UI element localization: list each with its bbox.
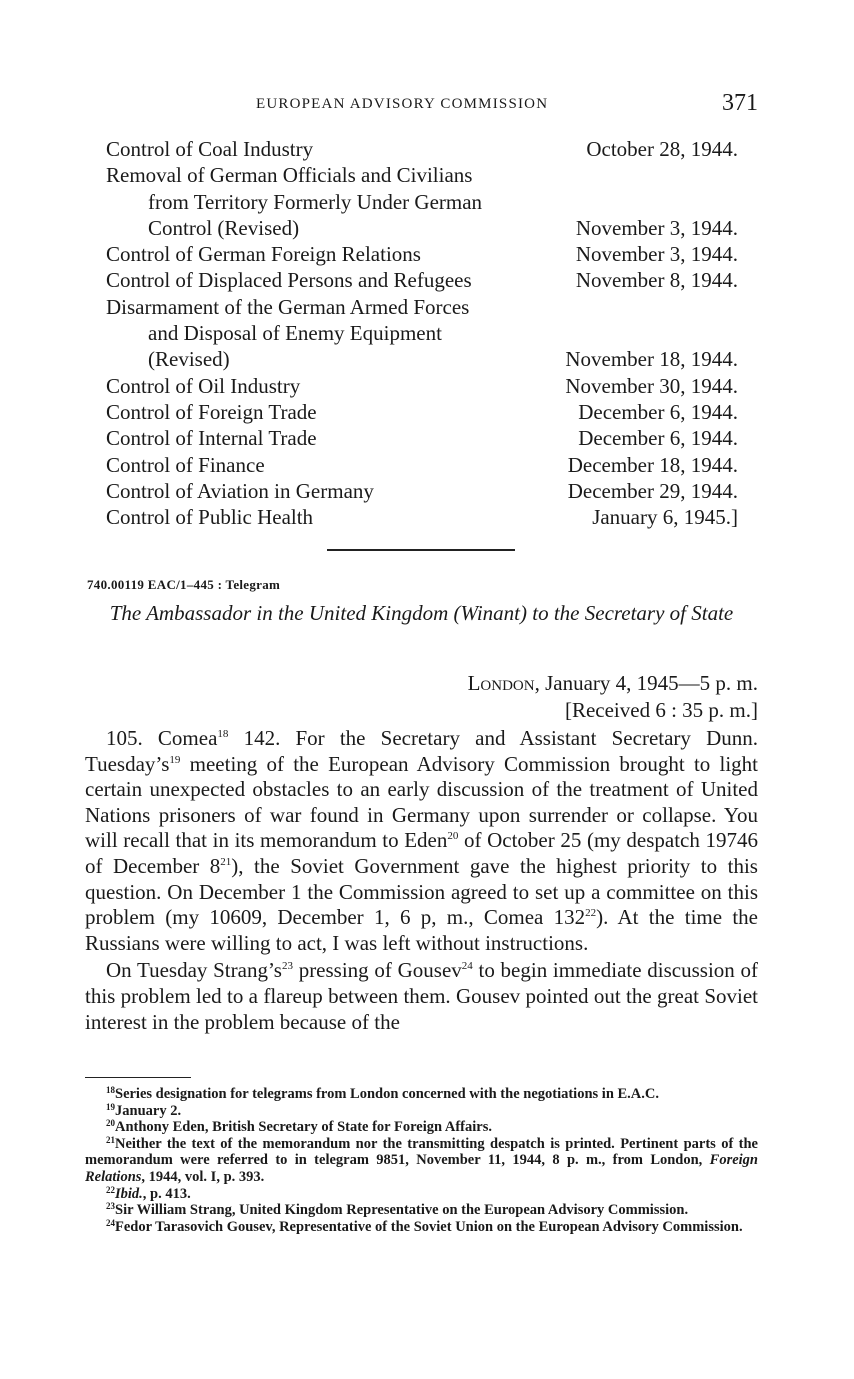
report-date: December 18, 1944. (567, 452, 738, 477)
report-entry (106, 241, 738, 267)
footnote-divider (85, 1077, 191, 1078)
report-entry (106, 452, 738, 478)
footnote-text: Series designation for telegrams from London concerned with the negotiations in E.A.C. (115, 1086, 660, 1102)
telegram-body (85, 726, 758, 1035)
report-title-line: Control of Oil Industry (106, 373, 301, 398)
report-title-line: Control of Public Health (106, 505, 314, 530)
footnote (85, 1086, 758, 1103)
footnote-ref: 20 (447, 830, 459, 843)
report-date: November 3, 1944. (575, 215, 738, 240)
report-date: December 29, 1944. (567, 478, 738, 503)
footnote-ref: 24 (461, 960, 473, 973)
footnote-ref: 21 (220, 855, 232, 868)
report-title-line: Removal of German Officials and Civilians (106, 163, 473, 188)
report-entry (106, 399, 738, 425)
running-head-title: EUROPEAN ADVISORY COMMISSION (256, 96, 549, 112)
report-date: November 3, 1944. (575, 242, 738, 267)
report-entry (106, 294, 738, 373)
report-date: November 8, 1944. (575, 268, 738, 293)
footnote-text: Fedor Tarasovich Gousev, Representative of the Soviet Union on the European Advisory Commission. (115, 1218, 743, 1235)
dateline-place-date (468, 670, 758, 697)
footnote-mark: 22 (106, 1184, 115, 1195)
footnote-mark: 21 (106, 1134, 115, 1145)
report-date: January 6, 1945.] (592, 505, 738, 530)
footnote (85, 1202, 758, 1219)
footnote-text: Anthony Eden, British Secretary of State for Foreign Affairs. (115, 1119, 492, 1136)
footnote (85, 1119, 758, 1136)
report-title-line: from Territory Formerly Under German (148, 189, 483, 214)
report-entry (106, 136, 738, 162)
report-entry (106, 425, 738, 451)
report-title-line: Control of Internal Trade (106, 426, 317, 451)
document-number: 740.00119 EAC/1–445 : Telegram (87, 577, 281, 592)
report-title-line: Control of Aviation in Germany (106, 478, 374, 503)
footnote-ref: 19 (169, 753, 181, 766)
section-divider (327, 549, 515, 551)
footnote-ref: 23 (281, 960, 293, 973)
footnote-text: Ibid. (115, 1185, 143, 1202)
footnote (85, 1136, 758, 1186)
footnote-mark: 24 (106, 1217, 115, 1228)
body-paragraph: 105. Comea$^{18}$ 142. For the Secretary and Assistant Secretary Dunn. $Tuesday’s^{19}$ meeting of the European Advisory Commission brought to light certain unexpected obstacles to an early discussion of the treatment of United Nations prisoners of war found in Germany upon surrender or collapse. You will recall that in its memorandum to Eden$^{20}$ of October 25 (my despatch 19746 of December $8^{21}$), the Soviet Government gave the highest priority to this question. On December 1 the Commission agreed to set up a committee on this problem (my 10609, December 1, 6 p, m., Comea $132^{22}$). At the time the Russians were willing to act, I was left without instructions. (85, 726, 758, 955)
footnote-text: Sir William Strang, United Kingdom Representative on the European Advisory Commission. (115, 1202, 689, 1219)
body-paragraph: On Tuesday $Strang’s^{23}$ pressing of Gousev$^{24}$ to begin immediate discussion of this problem led to a flareup between them. Gousev pointed out the great Soviet interest in the problem because of the (85, 958, 758, 1034)
running-head (106, 92, 758, 122)
dateline (468, 670, 758, 724)
footnote-mark: 19 (106, 1101, 115, 1112)
footnote (85, 1186, 758, 1203)
footnote-ref: 18 (217, 728, 229, 740)
report-title-line: Disarmament of the German Armed Forces (106, 294, 470, 319)
dateline-date: , January 4, 1945—5 p. m. (534, 671, 758, 695)
report-entry (106, 162, 738, 241)
report-entry (106, 373, 738, 399)
footnote-text: Neither the text of the memorandum nor the transmitting despatch is printed. Pertinent parts of the memorandum were referred to in telegram 9851, November 11, 1944, 8 p. m., from London, (85, 1135, 758, 1169)
report-title-line: Control of Foreign Trade (106, 399, 317, 424)
report-entry (106, 478, 738, 504)
footnotes (85, 1086, 758, 1235)
report-title-line: Control of Coal Industry (106, 137, 314, 161)
report-entry (106, 267, 738, 293)
report-title-line: Control of German Foreign Relations (106, 242, 421, 267)
report-title-line: (Revised) (148, 347, 230, 372)
report-title-line: Control (Revised) (148, 215, 300, 240)
footnote-ref: 22 (585, 907, 597, 920)
report-title-line: and Disposal of Enemy Equipment (148, 321, 442, 346)
footnote-mark: 20 (106, 1118, 115, 1129)
report-list (106, 136, 738, 530)
footnote-text: Foreign Relations (85, 1152, 758, 1185)
report-title-line: Control of Displaced Persons and Refugees (106, 268, 472, 293)
dateline-place: London (467, 671, 535, 695)
report-date: November 30, 1944. (565, 373, 738, 398)
footnote (85, 1103, 758, 1120)
received-time: [Received 6 : 35 p. m.] (564, 698, 758, 722)
report-title-line: Control of Finance (106, 452, 265, 477)
report-date: December 6, 1944. (578, 426, 738, 451)
footnote-mark: 18 (106, 1085, 115, 1095)
footnote-text: , 1944, vol. I, p. 393. (141, 1168, 265, 1185)
footnote-mark: 23 (106, 1201, 115, 1212)
footnote-text: , p. 413. (142, 1185, 191, 1202)
report-date: October 28, 1944. (586, 137, 738, 161)
document-heading: The Ambassador in the United Kingdom (Winant) to the Secretary of State (109, 601, 734, 625)
footnote (85, 1219, 758, 1236)
report-entry (106, 504, 738, 530)
report-date: November 18, 1944. (565, 347, 738, 372)
report-date: December 6, 1944. (578, 399, 738, 424)
page-number: 371 (722, 90, 758, 116)
footnote-text: January 2. (115, 1102, 182, 1119)
